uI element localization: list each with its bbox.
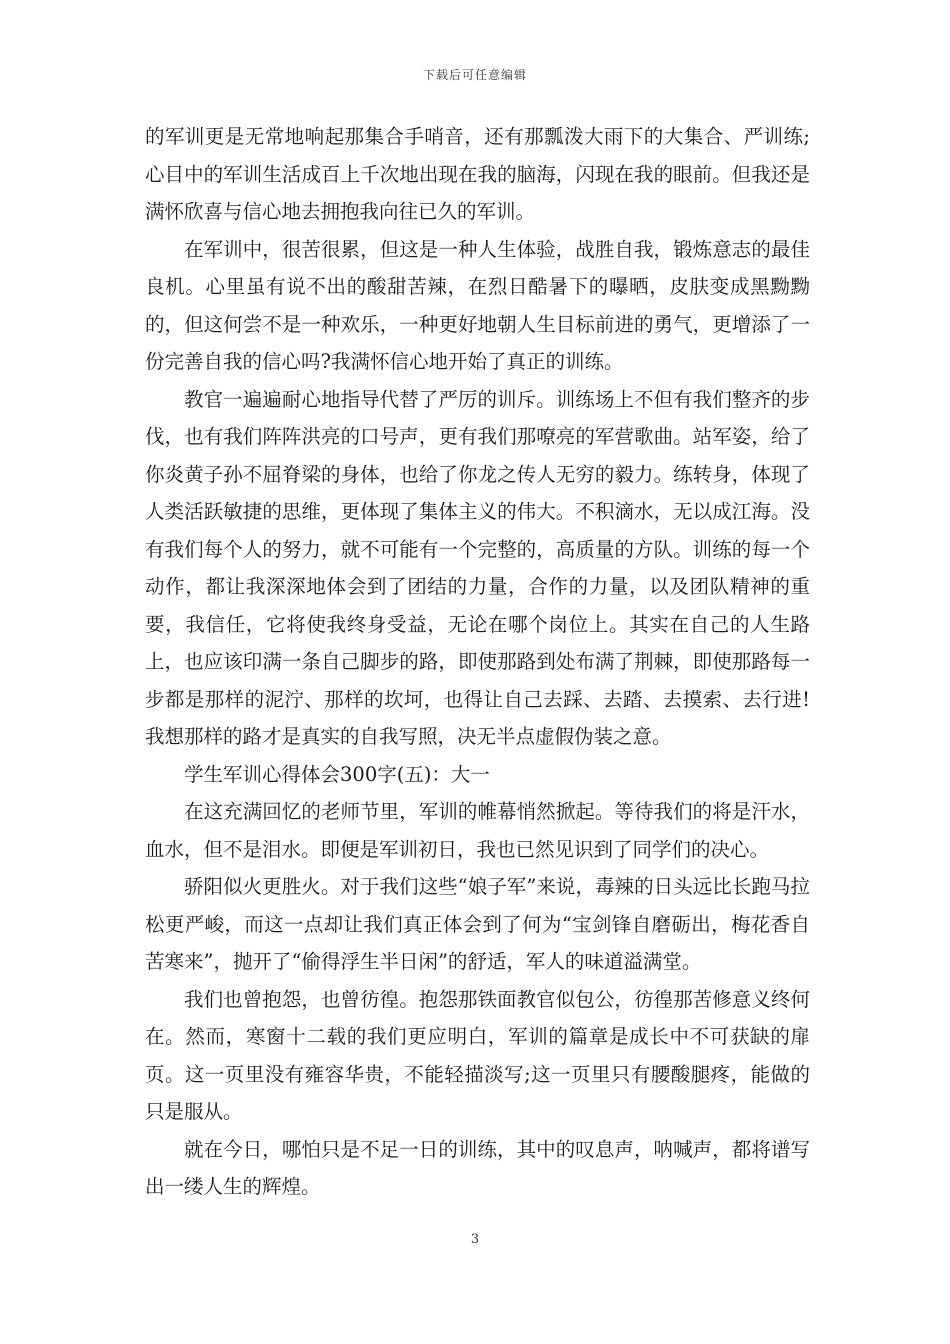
paragraph: 骄阳似火更胜火。对于我们这些“娘子军”来说，毒辣的日头远比长跑马拉松更严峻，而这一点却让我们真正体会到了何为“宝剑锋自磨砺出，梅花香自苦寒来”，抛开了“偷得浮生半日闲”的舒适，军人的味道溢满堂。 xyxy=(145,875,810,973)
paragraph: 就在今日，哪怕只是不足一日的训练，其中的叹息声，呐喊声，都将谱写出一缕人生的辉煌。 xyxy=(145,1137,810,1198)
page-header: 下载后可任意编辑 xyxy=(422,68,527,82)
page-number: 3 xyxy=(470,1232,480,1247)
paragraph: 在军训中，很苦很累，但这是一种人生体验，战胜自我，锻炼意志的最佳良机。心里虽有说不出的酸甜苦辣，在烈日酷暑下的曝晒，皮肤变成黑黝黝的，但这何尝不是一种欢乐，一种更好地朝人生目标前进的勇气，更增添了一份完善自我的信心吗?我满怀信心地开始了真正的训练。 xyxy=(145,237,810,373)
paragraph-continuation: 的军训更是无常地响起那集合手哨音，还有那瓢泼大雨下的大集合、严训练;心目中的军训生活成百上千次地出现在我的脑海，闪现在我的眼前。但我还是满怀欣喜与信心地去拥抱我向往已久的军训。 xyxy=(145,125,810,223)
section-heading: 学生军训心得体会300字(五)：大一 xyxy=(184,762,490,786)
paragraph: 我们也曾抱怨，也曾彷徨。抱怨那铁面教官似包公，彷徨那苦修意义终何在。然而，寒窗十二载的我们更应明白，军训的篇章是成长中不可获缺的扉页。这一页里没有雍容华贵，不能轻描淡写;这一页里只有腰酸腿疼，能做的只是服从。 xyxy=(145,987,810,1123)
document-body xyxy=(145,118,810,1206)
paragraph: 在这充满回忆的老师节里，军训的帷幕悄然掀起。等待我们的将是汗水，血水，但不是泪水。即便是军训初日，我也已然见识到了同学们的决心。 xyxy=(145,800,810,861)
paragraph: 教官一遍遍耐心地指导代替了严厉的训斥。训练场上不但有我们整齐的步伐，也有我们阵阵洪亮的口号声，更有我们那嘹亮的军营歌曲。站军姿，给了你炎黄子孙不屈脊梁的身体，也给了你龙之传人无穷的毅力。练转身，体现了人类活跃敏捷的思维，更体现了集体主义的伟大。不积滴水，无以成江海。没有我们每个人的努力，就不可能有一个完整的，高质量的方队。训练的每一个动作，都让我深深地体会到了团结的力量，合作的力量，以及团队精神的重要，我信任，它将使我终身受益，无论在哪个岗位上。其实在自己的人生路上，也应该印满一条自己脚步的路，即使那路到处布满了荆棘，即使那路每一步都是那样的泥泞、那样的坎坷，也得让自己去踩、去踏、去摸索、去行进!我想那样的路才是真实的自我写照，决无半点虚假伪装之意。 xyxy=(145,387,810,748)
